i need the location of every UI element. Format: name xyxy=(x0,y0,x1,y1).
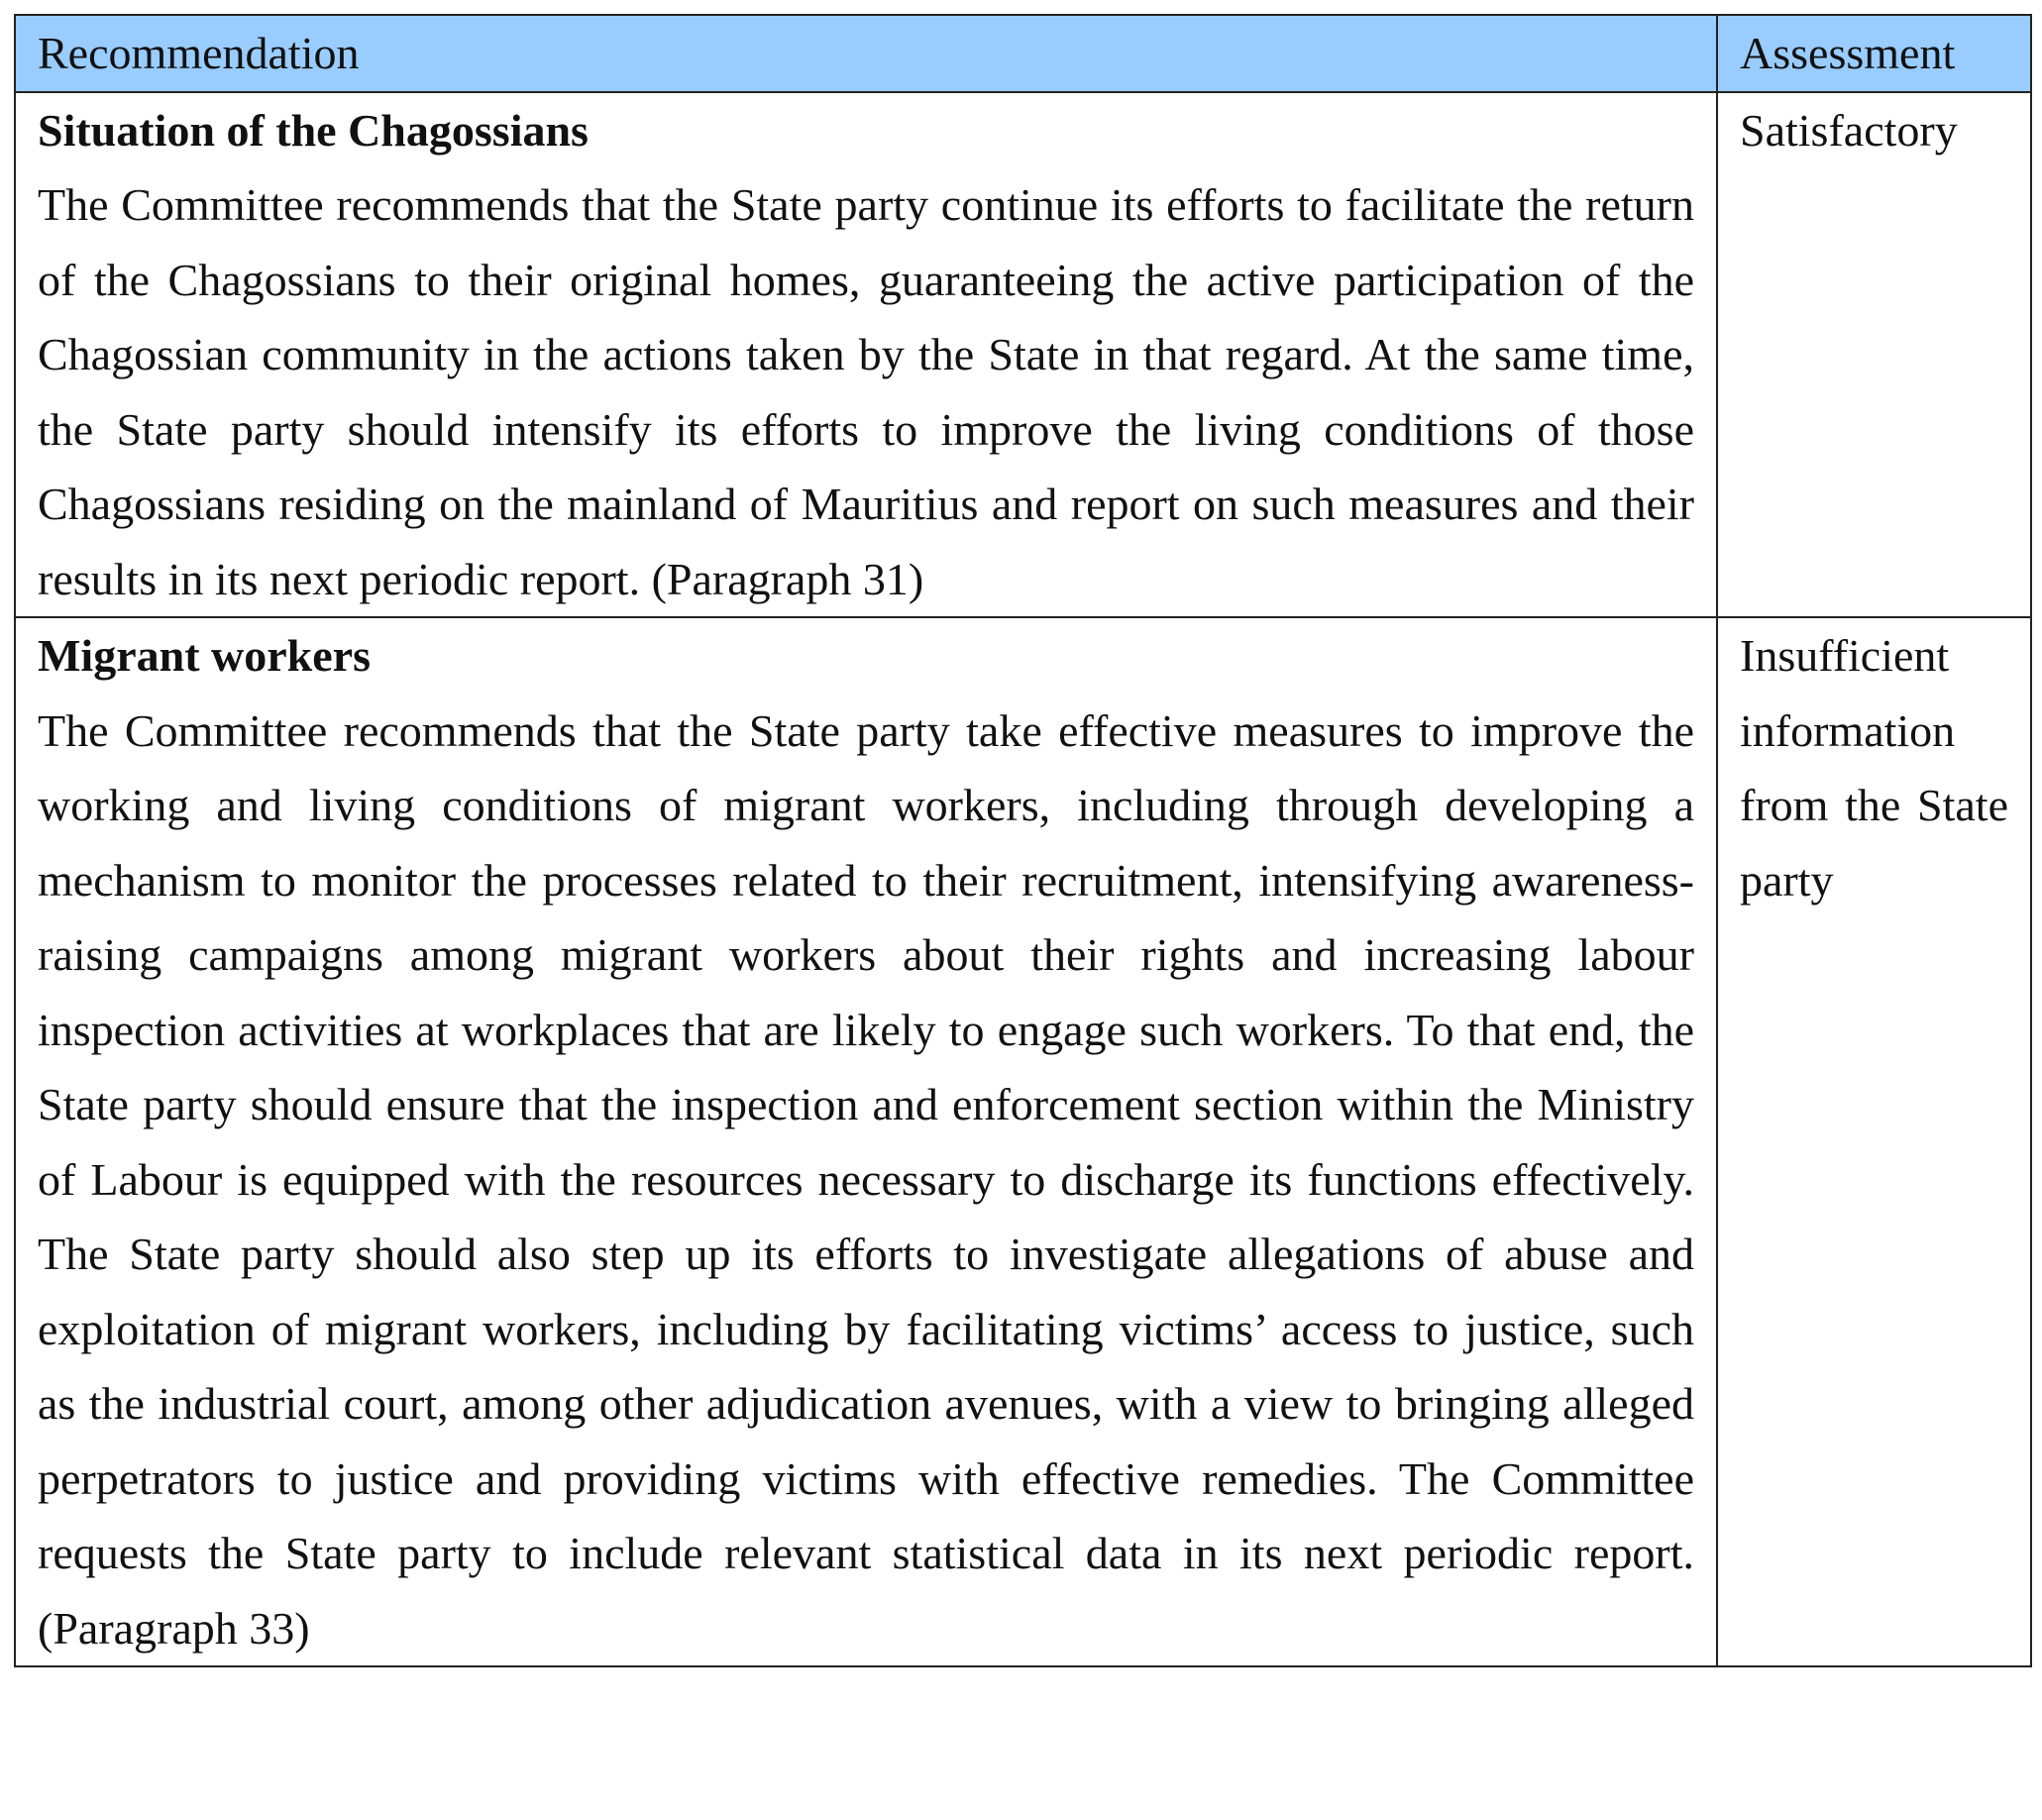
recommendation-cell xyxy=(15,92,1717,618)
recommendation-title: Situation of the Chagossians xyxy=(38,104,589,156)
table-row xyxy=(15,92,2031,618)
header-recommendation: Recommendation xyxy=(15,15,1717,92)
recommendation-text: The Committee recommends that the State party continue its efforts to facilitate the return of the Chagossians to their original homes, guaranteeing the active participation of the Chagossian community in the actions taken by the State in that regard. At the same time, the State party should intensify its efforts to improve the living conditions of those Chagossians residing on the mainland of Mauritius and report on such measures and their results in its next periodic report. (Paragraph 31) xyxy=(38,179,1694,604)
table-header-row xyxy=(15,15,2031,92)
recommendation-cell xyxy=(15,617,1717,1666)
recommendations-table xyxy=(14,14,2032,1667)
recommendation-text: The Committee recommends that the State party take effective measures to improve the working and living conditions of migrant workers, including through developing a mechanism to monitor the processes related to their recruitment, intensifying awareness-raising campaigns among migrant workers about their rights and increasing labour inspection activities at workplaces that are likely to engage such workers. To that end, the State party should ensure that the inspection and enforcement section within the Ministry of Labour is equipped with the resources necessary to discharge its functions effectively. The State party should also step up its efforts to investigate allegations of abuse and exploitation of migrant workers, including by facilitating victims’ access to justice, such as the industrial court, among other adjudication avenues, with a view to bringing alleged perpetrators to justice and providing victims with effective remedies. The Committee requests the State party to include relevant statistical data in its next periodic report. (Paragraph 33) xyxy=(38,704,1694,1654)
assessment-text: Satisfactory xyxy=(1740,104,1958,156)
assessment-text: Insufficient information from the State party xyxy=(1740,630,2008,906)
table-row xyxy=(15,617,2031,1666)
recommendation-title: Migrant workers xyxy=(38,630,371,681)
assessment-cell xyxy=(1717,92,2031,618)
assessment-cell xyxy=(1717,617,2031,1666)
header-assessment: Assessment xyxy=(1717,15,2031,92)
